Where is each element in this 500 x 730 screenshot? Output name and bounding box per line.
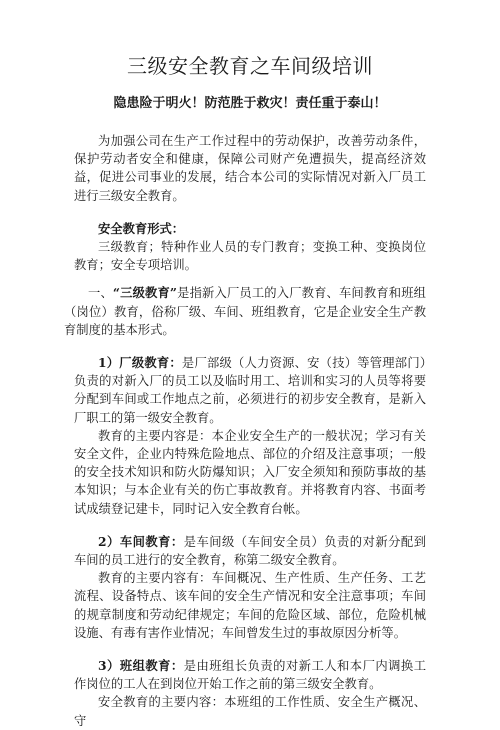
level2-heading: 2）车间教育： xyxy=(98,533,184,549)
level1-heading: 1）厂级教育： xyxy=(98,355,182,371)
level1-paragraph xyxy=(74,354,426,427)
level3-content: 安全教育的主要内容：本班组的工作性质、安全生产概况、守 xyxy=(74,695,426,728)
level1-text: 是厂部级（人力资源、安（技）等管理部门）负责的对新入厂的员工以及临时用工、培训和实习的人员等将要分配到车间或工作地点之前，必须进行的初步安全教育，是新入厂职工的第一级安全教育。 xyxy=(74,356,426,425)
section1-text: 是指新入厂员工的入厂教育、车间教育和班组（岗位）教育，俗称厂级、车间、班组教育，它是企业安全生产教育制度的基本形式。 xyxy=(64,286,426,337)
level2-text: 是车间级（车间安全员）负责的对新分配到车间的员工进行的安全教育，称第二级安全教育。 xyxy=(74,534,426,568)
level2-content: 教育的主要内容有：车间概况、生产性质、生产任务、工艺流程、设备特点、该车间的安全生产情况和安全注意事项；车间的规章制度和劳动纪律规定；车间的危险区域、部位，危险机械设施、有毒有害作业情况；车间曾发生过的事故原因分析等。 xyxy=(74,571,426,640)
forms-paragraph: 三级教育；特种作业人员的专门教育；变换工种、变换岗位教育；安全专项培训。 xyxy=(74,240,426,273)
document-subtitle: 隐患险于明火！防范胜于救灾！责任重于泰山！ xyxy=(113,96,387,111)
section1-paragraph xyxy=(64,284,426,339)
document-title: 三级安全教育之车间级培训 xyxy=(127,54,373,78)
level3-paragraph xyxy=(74,657,426,693)
level2-paragraph xyxy=(74,533,426,569)
section1-term: “三级教育” xyxy=(112,285,177,301)
document-body xyxy=(64,132,426,730)
level1-content: 教育的主要内容是：本企业安全生产的一般状况；学习有关安全文件，企业内特殊危险地点、部位的介绍及注意事项；一般的安全技术知识和防火防爆知识；入厂安全须知和预防事故的基本知识；与本企业有关的伤亡事故教育。并将教育内容、书面考试成绩登记建卡，同时记入安全教育台帐。 xyxy=(74,428,426,516)
section1-prefix: 一、 xyxy=(88,286,113,301)
intro-paragraph: 为加强公司在生产工作过程中的劳动保护，改善劳动条件，保护劳动者安全和健康，保障公司财产免遭损失，提高经济效益，促进公司事业的发展，结合本公司的实际情况对新入厂员工进行三级安全教育。 xyxy=(74,134,426,203)
level3-text: 是由班组长负责的对新工人和本厂内调换工作岗位的工人在到岗位开始工作之前的第三级安全教育。 xyxy=(74,659,426,692)
forms-heading: 安全教育形式： xyxy=(98,220,185,236)
level3-heading: 3）班组教育： xyxy=(98,658,184,674)
